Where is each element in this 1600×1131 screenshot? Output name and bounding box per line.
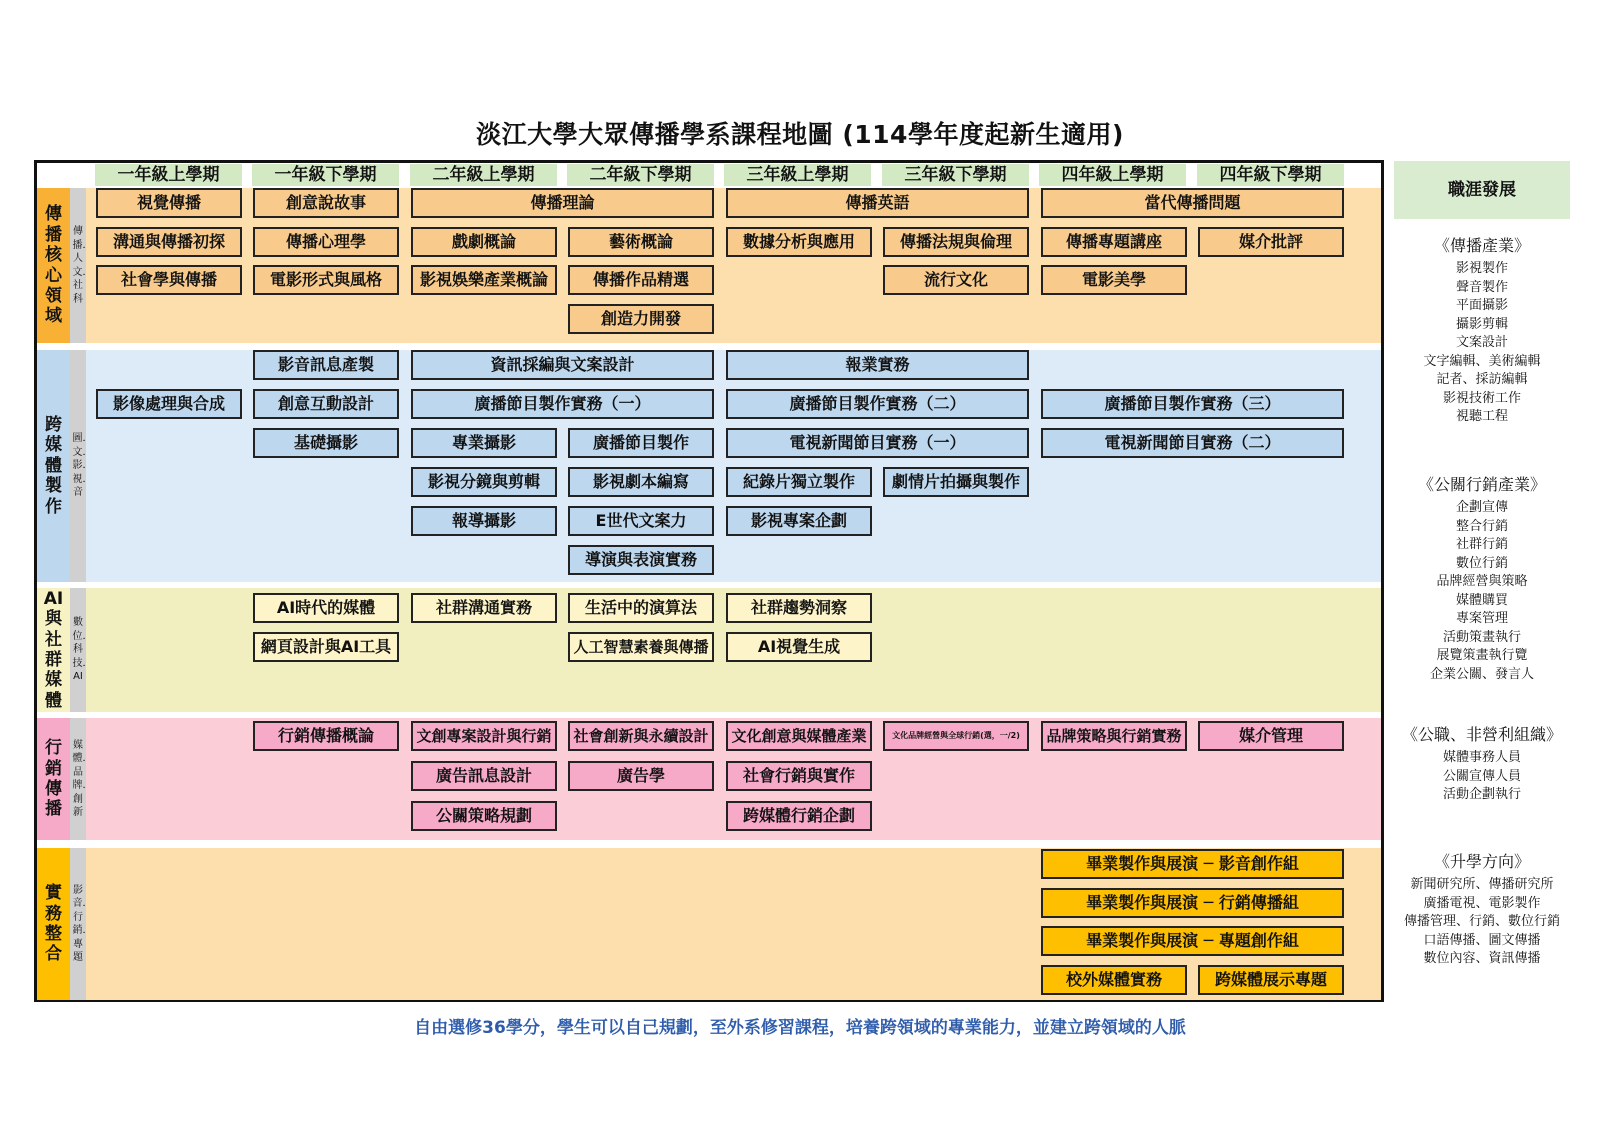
- career-item: 廣播電視、電影製作: [1423, 895, 1541, 911]
- course-box: 跨媒體行銷企劃: [726, 801, 872, 831]
- course-box: 畢業製作與展演 ─ 影音創作組: [1041, 849, 1344, 879]
- course-box: AI時代的媒體: [253, 593, 399, 623]
- career-item: 文字編輯、美術編輯: [1423, 353, 1541, 369]
- career-item: 企業公關、發言人: [1429, 666, 1534, 682]
- semester-header: 二年級下學期: [567, 164, 714, 186]
- semester-header: 四年級上學期: [1039, 164, 1186, 186]
- course-box: 廣告訊息設計: [411, 761, 557, 791]
- course-box: 畢業製作與展演 ─ 行銷傳播組: [1041, 888, 1344, 918]
- career-item: 企劃宣傳: [1455, 500, 1508, 515]
- course-box: 傳播專題講座: [1041, 227, 1187, 257]
- career-item: 平面攝影: [1455, 298, 1508, 313]
- course-box: 創意互動設計: [253, 389, 399, 419]
- course-box: 劇情片拍攝與製作: [883, 467, 1029, 497]
- course-box: 導演與表演實務: [568, 545, 714, 575]
- page-title: 淡江大學大眾傳播學系課程地圖 (114學年度起新生適用): [476, 120, 1124, 149]
- course-box: 品牌策略與行銷實務: [1041, 721, 1187, 751]
- career-item: 展覽策畫執行覽: [1436, 648, 1528, 663]
- course-box: 資訊採編與文案設計: [411, 350, 714, 380]
- semester-header: 一年級下學期: [252, 164, 399, 186]
- semester-header: 四年級下學期: [1197, 164, 1344, 186]
- career-item: 公關宣傳人員: [1442, 768, 1521, 784]
- domain-sub-label: 傳播．人文．社科: [70, 188, 86, 343]
- career-group: [1388, 722, 1576, 805]
- course-box: E世代文案力: [568, 506, 714, 536]
- course-box: 溝通與傳播初探: [96, 227, 242, 257]
- course-box: 電視新聞節目實務（二）: [1041, 428, 1344, 458]
- course-box: AI視覺生成: [726, 632, 872, 662]
- course-box: 文創專案設計與行銷: [411, 721, 557, 751]
- course-box: 當代傳播問題: [1041, 188, 1344, 218]
- course-box: 戲劇概論: [411, 227, 557, 257]
- career-item: 傳播管理、行銷、數位行銷: [1403, 914, 1560, 929]
- career-group-title: 《公職、非營利組織》: [1401, 725, 1562, 744]
- course-box: 行銷傳播概論: [253, 721, 399, 751]
- course-box: 社會行銷與實作: [726, 761, 872, 791]
- course-box: 生活中的演算法: [568, 593, 714, 623]
- course-box: 影像處理與合成: [96, 389, 242, 419]
- domain-label: AI與社群媒體: [37, 588, 70, 712]
- course-box: 電影形式與風格: [253, 265, 399, 295]
- course-box: 基礎攝影: [253, 428, 399, 458]
- domain-label: 實務整合: [37, 848, 70, 1000]
- career-group-title: 《升學方向》: [1433, 852, 1530, 871]
- career-group: [1388, 233, 1576, 427]
- course-box: 傳播英語: [726, 188, 1029, 218]
- career-item: 文案設計: [1455, 335, 1508, 350]
- course-box: 廣播節目製作實務（一）: [411, 389, 714, 419]
- course-box: 影視專案企劃: [726, 506, 872, 536]
- career-item: 聲音製作: [1455, 279, 1508, 295]
- career-item: 視聽工程: [1455, 409, 1508, 424]
- course-box: 影視娛樂產業概論: [411, 265, 557, 295]
- course-box: 紀錄片獨立製作: [726, 467, 872, 497]
- career-item: 專案管理: [1455, 611, 1508, 626]
- semester-header: 一年級上學期: [95, 164, 242, 186]
- course-box: 網頁設計與AI工具: [253, 632, 399, 662]
- course-box: 廣播節目製作實務（三）: [1041, 389, 1344, 419]
- career-item: 整合行銷: [1455, 518, 1508, 534]
- career-item: 新聞研究所、傳播研究所: [1410, 877, 1554, 892]
- domain-label: 傳播核心領域: [37, 188, 70, 343]
- course-box: 公關策略規劃: [411, 801, 557, 831]
- career-header: 職涯發展: [1394, 161, 1570, 219]
- course-box: 社會學與傳播: [96, 265, 242, 295]
- course-box: 廣告學: [568, 761, 714, 791]
- course-box: 創意說故事: [253, 188, 399, 218]
- course-box: 跨媒體展示專題: [1198, 965, 1344, 995]
- course-box: 畢業製作與展演 ─ 專題創作組: [1041, 926, 1344, 956]
- domain-sub-label: 圖．文．影．視．音: [70, 350, 86, 582]
- career-item: 影視技術工作: [1442, 390, 1521, 406]
- course-box: 傳播作品精選: [568, 265, 714, 295]
- course-box: 文化品牌經營與全球行銷(選，一/2): [883, 721, 1029, 751]
- career-item: 社群行銷: [1455, 537, 1508, 552]
- domain-sub-label: 數位．科技．AI: [70, 588, 86, 712]
- career-item: 活動企劃執行: [1442, 787, 1521, 802]
- footer-note: 自由選修36學分，學生可以自己規劃，至外系修習課程，培養跨領域的專業能力，並建立跨領域的人脈: [414, 1018, 1186, 1038]
- course-box: 數據分析與應用: [726, 227, 872, 257]
- course-box: 社會創新與永續設計: [568, 721, 714, 751]
- course-box: 專業攝影: [411, 428, 557, 458]
- domain-sub-label: 媒體．品牌．創新: [70, 718, 86, 840]
- career-item: 數位行銷: [1455, 555, 1508, 571]
- course-box: 報業實務: [726, 350, 1029, 380]
- course-box: 社群趨勢洞察: [726, 593, 872, 623]
- domain-sub-label: 影音．行銷．專題: [70, 848, 86, 1000]
- course-box: 校外媒體實務: [1041, 965, 1187, 995]
- course-box: 流行文化: [883, 265, 1029, 295]
- course-box: 視覺傳播: [96, 188, 242, 218]
- domain-label: 行銷傳播: [37, 718, 70, 840]
- career-group: [1388, 472, 1576, 684]
- course-box: 廣播節目製作實務（二）: [726, 389, 1029, 419]
- course-box: 藝術概論: [568, 227, 714, 257]
- career-item: 數位內容、資訊傳播: [1423, 951, 1541, 966]
- career-item: 品牌經營與策略: [1436, 574, 1528, 589]
- course-box: 傳播心理學: [253, 227, 399, 257]
- course-box: 人工智慧素養與傳播: [568, 632, 714, 662]
- career-item: 活動策畫執行: [1442, 629, 1521, 645]
- semester-header: 三年級下學期: [882, 164, 1029, 186]
- career-item: 影視製作: [1455, 261, 1508, 276]
- course-box: 媒介管理: [1198, 721, 1344, 751]
- career-item: 口語傳播、圖文傳播: [1423, 932, 1541, 948]
- career-item: 攝影剪輯: [1455, 316, 1508, 332]
- course-box: 影音訊息產製: [253, 350, 399, 380]
- course-box: 文化創意與媒體產業: [726, 721, 872, 751]
- course-box: 傳播理論: [411, 188, 714, 218]
- career-item: 媒體事務人員: [1442, 750, 1521, 765]
- course-box: 電視新聞節目實務（一）: [726, 428, 1029, 458]
- career-group-title: 《傳播產業》: [1433, 236, 1530, 255]
- course-box: 創造力開發: [568, 304, 714, 334]
- career-group-title: 《公關行銷產業》: [1417, 475, 1546, 494]
- career-group: [1388, 849, 1576, 969]
- semester-header: 三年級上學期: [724, 164, 871, 186]
- career-item: 記者、採訪編輯: [1436, 372, 1528, 387]
- career-item: 媒體購買: [1455, 592, 1508, 608]
- semester-header: 二年級上學期: [410, 164, 557, 186]
- course-box: 影視分鏡與剪輯: [411, 467, 557, 497]
- course-box: 影視劇本編寫: [568, 467, 714, 497]
- course-box: 廣播節目製作: [568, 428, 714, 458]
- course-box: 報導攝影: [411, 506, 557, 536]
- domain-label: 跨媒體製作: [37, 350, 70, 582]
- course-box: 媒介批評: [1198, 227, 1344, 257]
- course-box: 傳播法規與倫理: [883, 227, 1029, 257]
- course-box: 社群溝通實務: [411, 593, 557, 623]
- course-box: 電影美學: [1041, 265, 1187, 295]
